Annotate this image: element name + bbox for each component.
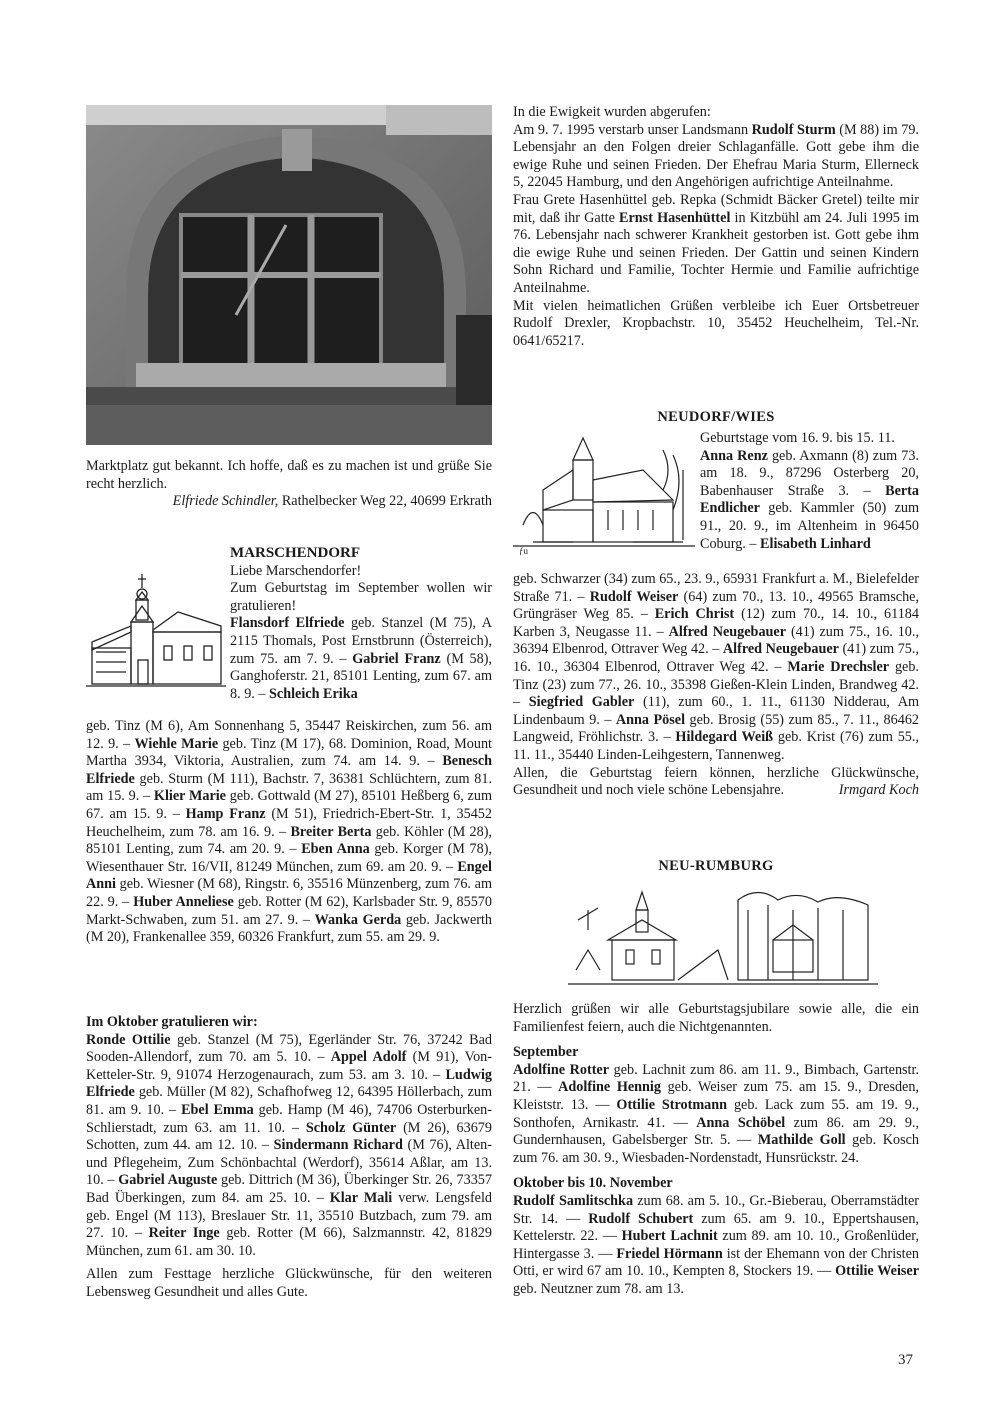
entry-name: Hamp Franz <box>185 805 266 822</box>
deceased-name: Rudolf Sturm <box>751 121 836 138</box>
oktober-closing: Allen zum Festtage herzliche Glückwünsche, für den weiteren Lebensweg Gesundheit und alles Gute. <box>86 1266 492 1300</box>
entry-name: Schleich Erika <box>269 685 358 702</box>
signature-address: Rathelbecker Weg 22, 40699 Erkrath <box>278 493 492 510</box>
entry-text: geb. Schwarzer (34) zum 65., 23. 9., 65931 Frankfurt a. M., Bielefelder Straße 71. – <box>513 571 919 605</box>
entry-name: Marie Drechsler <box>787 658 890 675</box>
entry-text: geb. Tinz (M 6), Am Sonnenhang 5, 35447 Reiskirchen, zum 56. am 12. 9. – <box>86 718 492 752</box>
entry-name: Rudolf Weiser <box>589 588 679 605</box>
entry-name: Alfred Neugebauer <box>722 641 839 658</box>
marschendorf-list <box>86 718 492 947</box>
entry-name: Ludwig Elfriede <box>86 1066 492 1101</box>
entry-name: Ronde Ottilie <box>86 1031 171 1048</box>
entry-name: Scholz Günter <box>305 1119 397 1136</box>
entry-text: geb. Kammler (50) zum 91., 20. 9., im Altenheim in 96450 Coburg. – <box>700 500 919 552</box>
entry-name: Mathilde Goll <box>757 1132 846 1149</box>
neurumburg-section <box>513 1001 919 1299</box>
neudorf-list <box>513 571 919 800</box>
neudorf-title: NEUDORF/WIES <box>657 409 775 425</box>
entry-name: Gabriel Auguste <box>118 1172 218 1189</box>
entry-text: geb. Neutzner zum 78. am 13. <box>513 1280 684 1297</box>
entry-text: geb. Rotter (M 62), Karlsbader Str. 9, 85570 Markt-Schwaben, zum 51. am 27. 9. – <box>86 893 492 928</box>
entry-name: Ottilie Weiser <box>835 1263 920 1280</box>
ewigkeit-text: in Kitzbühl am 24. Juli 1995 im 76. Lebensjahr nach schwerer Krankheit gestorben ist. Gott gebe ihm die ewige Ruhe und seinen Frieden. Der Gattin und seinen Kindern Sohn Richard und Familie, Tochter Hermie und Familie aufrichtige Anteilnahme. <box>513 209 920 296</box>
entry-text: (M 76), Alten- und Pflegeheim, Zum Schönbachtal (Werdorf), 35614 Aßlar, am 13. 10. – <box>86 1137 492 1189</box>
entry-text: zum 89. am 10. 10., Großenlüder, Hintergasse 3. — <box>513 1228 920 1262</box>
entry-text: geb. Weiser zum 75. am 15. 9., Dresden, Kleiststr. 13. — <box>513 1079 919 1113</box>
entry-text: geb. Müller (M 82), Schafhofweg 12, 64395 Höllerbach, zum 81. am 9. 10. – <box>86 1084 492 1118</box>
entry-text: (11), zum 60., 1. 11., 61130 Nidderau, Am Lindenbaum 9. – <box>513 694 919 728</box>
entry-text: geb. Krist (76) zum 55., 11. 11., 35440 Linden-Leihgestern, Tannenweg. <box>513 729 919 763</box>
entry-name: Reiter Inge <box>148 1225 220 1242</box>
entry-text: (M 51), Friedrich-Ebert-Str. 1, 35452 Heuchelheim, zum 78. am 16. 9. – <box>86 805 492 840</box>
oktober-heading: Im Oktober gratulieren wir: <box>86 1014 258 1030</box>
oktober-november-heading: Oktober bis 10. November <box>513 1175 673 1192</box>
entry-text: geb. Stanzel (M 75), Egerländer Str. 76, 37242 Bad Sooden-Allendorf, zum 70. am 5. 10. – <box>86 1031 493 1066</box>
entry-text: geb. Korger (M 78), Wiesenthauer Str. 16/VII, 81249 München, zum 69. am 20. 9. – <box>86 841 492 875</box>
entry-name: Anna Schöbel <box>696 1114 786 1131</box>
marschendorf-title: MARSCHENDORF <box>230 545 360 561</box>
entry-name: Rudolf Schubert <box>588 1210 694 1227</box>
neurumburg-title: NEU-RUMBURG <box>658 858 774 874</box>
entry-name: Rudolf Samlitschka <box>513 1192 634 1209</box>
entry-name: Wiehle Marie <box>134 735 219 752</box>
archway-photo <box>86 105 492 445</box>
entry-text: geb. Stanzel (M 75), A 2115 Thomals, Post Ernstbrunn (Österreich), zum 75. am 7. 9. – <box>230 615 492 667</box>
entry-text: geb. Hamp (M 46), 74706 Osterburken-Schlierstadt, zum 63. am 11. 10. – <box>86 1101 493 1136</box>
ewigkeit-text: (M 88) im 79. Lebensjahr an den Folgen dreier Schlaganfälle. Gott gebe ihm die ewige Ruhe und seinen Frieden. Der Ehefrau Maria Sturm, Ellerneck 5, 22045 Hamburg, und den Angehörigen aufrichtige Anteilnahme. <box>513 121 919 191</box>
entry-name: Anna Pösel <box>615 711 686 728</box>
entry-name: Klier Marie <box>153 788 226 805</box>
entry-text: (M 58), Ganghoferstr. 21, 85101 Lenting, zum 67. am 8. 9. – <box>230 650 492 702</box>
neurumburg-intro: Herzlich grüßen wir alle Geburtstagsjubilare sowie alle, die ein Familienfest feiern, auch die Nichtgenannten. <box>513 1001 919 1035</box>
entry-name: Appel Adolf <box>330 1049 407 1066</box>
marschendorf-intro: Zum Geburtstag im September wollen wir gratulieren! <box>230 580 492 614</box>
ewigkeit-text: Frau Grete Hasenhüttel geb. Repka (Schmidt Bäcker Gretel) teilte mir mit, daß ihr Gatte <box>513 191 919 226</box>
entry-text: (M 91), Von-Ketteler-Str. 9, 91074 Herzogenaurach, zum 53. am 3. 10. – <box>86 1049 493 1083</box>
entry-text: geb. Kosch zum 76. am 30. 9., Wiesbaden-Nordenstadt, Hunsrückstr. 24. <box>513 1132 919 1166</box>
entry-text: geb. Axmann (8) zum 73. am 18. 9., 87296 Osterberg 20, Babenhauser Straße 3. – <box>700 447 919 499</box>
entry-text: zum 86. am 29. 9., Gundernhausen, Gabelsberger Str. 5. — <box>513 1114 920 1149</box>
entry-text: (41) zum 75., 16. 10., 36304 Elbenrod, Ottraver Weg 42. – <box>513 641 919 675</box>
entry-name: Huber Anneliese <box>133 893 234 910</box>
entry-text: geb. Wiesner (M 68), Ringstr. 6, 35516 Münzenberg, zum 76. am 22. 9. – <box>86 876 492 910</box>
entry-name: Berta Endlicher <box>700 482 919 517</box>
entry-text: zum 68. am 5. 10., Gr.-Bieberau, Oberramstädter Str. 14. — <box>513 1192 919 1227</box>
entry-name: Klar Mali <box>329 1189 393 1206</box>
entry-text: (41) zum 75., 16. 10., 36394 Elbenrod, Ottraver Weg 42. – <box>513 623 919 658</box>
svg-text:ƒu: ƒu <box>519 546 528 556</box>
entry-text: geb. Gottwald (M 27), 85101 Heßberg 6, zum 67. am 15. 9. – <box>86 788 492 822</box>
left-intro <box>86 458 492 511</box>
entry-text: (M 26), 63679 Schotten, zum 44. am 12. 10. – <box>86 1119 492 1154</box>
september-heading: September <box>513 1044 579 1061</box>
oktober-section <box>86 1014 492 1302</box>
neudorf-header <box>700 430 919 553</box>
entry-name: Anna Renz <box>700 447 768 464</box>
entry-text: geb. Tinz (23) zum 77., 26. 10., 35398 Gießen-Klein Linden, Brandweg 42. – <box>513 658 919 711</box>
entry-name: Hubert Lachnit <box>621 1228 718 1245</box>
entry-name: Ottilie Strotmann <box>616 1096 728 1113</box>
entry-name: Erich Christ <box>654 606 735 623</box>
entry-text: geb. Dittrich (M 36), Überkinger Str. 26, 73357 Bad Überkingen, zum 84. am 25. 10. – <box>86 1172 492 1206</box>
entry-name: Flansdorf Elfriede <box>230 615 345 632</box>
entry-text: zum 65. am 9. 10., Eppertshausen, Kettelerstr. 22. — <box>513 1210 919 1245</box>
entry-name: Ebel Emma <box>181 1101 254 1118</box>
entry-text: verw. Lengsfeld geb. Engel (M 113), Breslauer Str. 11, 35510 Butzbach, zum 79. am 27. 10. – <box>86 1189 492 1242</box>
entry-text: geb. Tinz (M 17), 68. Dominion, Road, Mount Martha 3934, Viktoria, Australien, zum 74. am 14. 9. – <box>86 735 492 770</box>
ewigkeit-text: Am 9. 7. 1995 verstarb unser Landsmann <box>513 121 752 138</box>
page-number: 37 <box>898 1352 913 1368</box>
entry-text: geb. Lack zum 55. am 19. 9., Sonthofen, Arnikastr. 41. — <box>513 1096 919 1131</box>
entry-text: geb. Sturm (M 111), Bachstr. 7, 36381 Schlüchtern, zum 81. am 15. 9. – <box>86 770 492 805</box>
neudorf-signature: Irmgard Koch <box>838 782 919 799</box>
entry-text: (64) zum 70., 13. 10., 49565 Bramsche, Grüngräser Weg 85. – <box>513 588 920 623</box>
ewigkeit-closing: Mit vielen heimatlichen Grüßen verbleibe ich Euer Ortsbetreuer Rudolf Drexler, Kropbachstr. 10, 35452 Heuchelheim, Tel.-Nr. 0641/65217. <box>513 297 919 349</box>
deceased-name: Ernst Hasenhüttel <box>619 209 731 226</box>
entry-name: Elisabeth Linhard <box>760 535 871 552</box>
entry-name: Engel Anni <box>86 858 492 893</box>
entry-text: geb. Rotter (M 66), Salzmannstr. 42, 81829 München, zum 61. am 30. 10. <box>86 1225 492 1259</box>
entry-name: Siegfried Gabler <box>528 694 635 711</box>
entry-name: Eben Anna <box>301 841 370 858</box>
neudorf-intro: Geburtstage vom 16. 9. bis 15. 11. <box>700 430 895 446</box>
entry-text: (12) zum 70., 14. 10., 61184 Karben 3, Neugasse 11. – <box>513 606 919 640</box>
signature-name: Elfriede Schindler, <box>172 493 279 510</box>
ewigkeit-section <box>513 104 919 350</box>
intro-text: Marktplatz gut bekannt. Ich hoffe, daß es zu machen ist und grüße Sie recht herzlich. <box>86 458 492 492</box>
entry-text: geb. Lachnit zum 86. am 11. 9., Bimbach, Gartenstr. 21. — <box>513 1061 919 1096</box>
entry-text: ist der Ehemann von der Christen Otti, er wird 67 am 10. 10., Kempten 8, Stockers 19. — <box>513 1245 920 1280</box>
entry-name: Alfred Neugebauer <box>668 623 787 640</box>
entry-name: Adolfine Rotter <box>513 1061 610 1078</box>
entry-text: geb. Jackwerth (M 20), Frankenallee 359, 60326 Frankfurt, zum 55. am 29. 9. <box>86 911 493 946</box>
ewigkeit-heading: In die Ewigkeit wurden abgerufen: <box>513 104 711 120</box>
marschendorf-greeting: Liebe Marschendorfer! <box>230 562 362 579</box>
entry-name: Adolfine Hennig <box>558 1079 661 1096</box>
entry-text: geb. Köhler (M 28), 85101 Lenting, zum 74. am 20. 9. – <box>86 823 492 858</box>
entry-name: Breiter Berta <box>290 823 372 840</box>
neurumburg-church-sketch <box>568 880 878 992</box>
neudorf-church-sketch <box>513 430 695 558</box>
entry-name: Sindermann Richard <box>273 1137 403 1154</box>
entry-name: Friedel Hörmann <box>616 1245 723 1262</box>
neudorf-closing: Allen, die Geburtstag feiern können, herzliche Glückwünsche, Gesundheit und noch viele schöne Lebensjahre. <box>513 764 919 799</box>
entry-name: Gabriel Franz <box>352 650 441 667</box>
marschendorf-church-sketch <box>86 570 226 700</box>
marschendorf-header <box>230 545 492 703</box>
entry-name: Benesch Elfriede <box>86 753 492 787</box>
entry-name: Wanka Gerda <box>314 911 402 928</box>
entry-text: geb. Brosig (55) zum 85., 7. 11., 86462 Langweid, Fröhlichstr. 3. – <box>513 711 920 746</box>
entry-name: Hildegard Weiß <box>675 729 774 746</box>
